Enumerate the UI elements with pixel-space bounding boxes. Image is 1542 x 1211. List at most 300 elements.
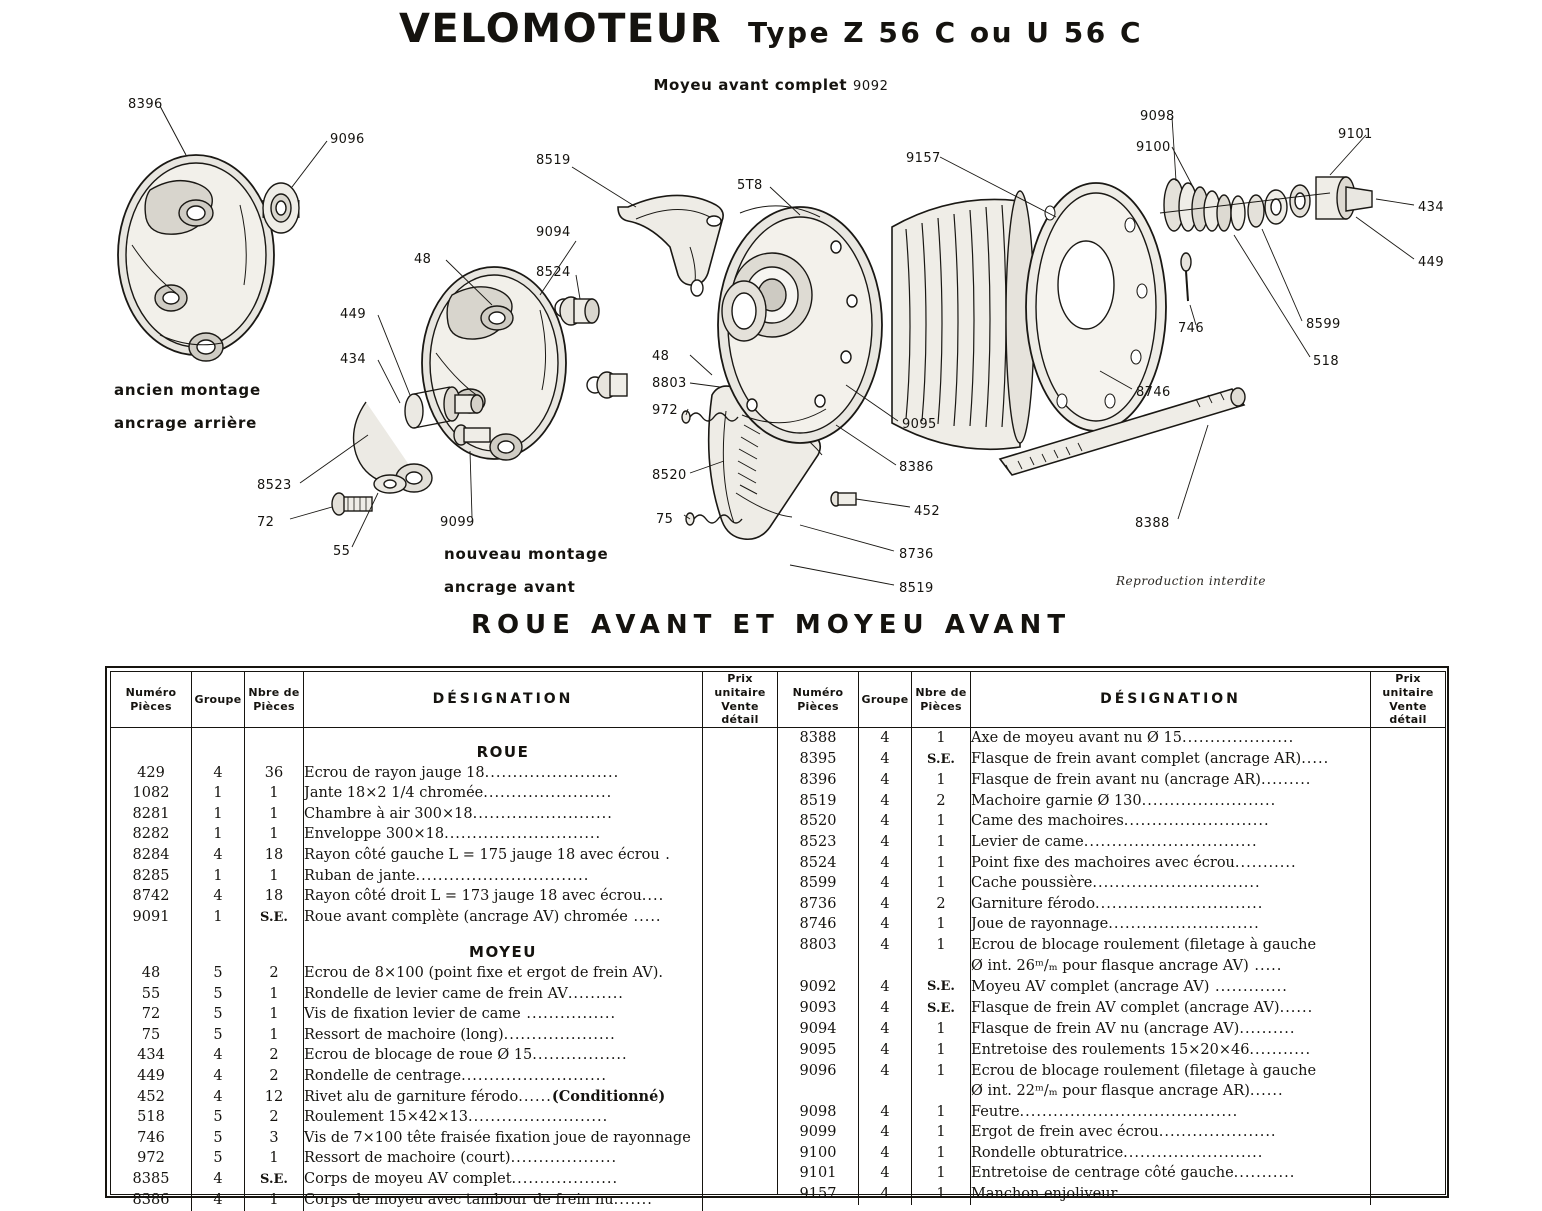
header-nbre-line1: Nbre de xyxy=(912,686,970,700)
cell-designation: Flasque de frein AV nu (ancrage AV).......... xyxy=(971,1019,1371,1040)
cell-part-number: 9094 xyxy=(778,1019,859,1040)
cell-group: 1 xyxy=(192,804,245,825)
cell-group: 4 xyxy=(859,873,912,894)
table-row xyxy=(111,845,777,866)
cell-designation: Vis de 7×100 tête fraisée fixation joue de rayonnage xyxy=(304,1128,703,1149)
cell-quantity: 1 xyxy=(912,811,971,832)
cell-group: 4 xyxy=(859,1019,912,1040)
cell-part-number: 8746 xyxy=(778,914,859,935)
table-row xyxy=(111,1107,777,1128)
header-numero xyxy=(111,672,192,728)
header-prix xyxy=(1371,672,1446,728)
cell-quantity: S.E. xyxy=(912,749,971,771)
cell-quantity: 18 xyxy=(245,886,304,907)
cell-part-number: 9093 xyxy=(778,998,859,1020)
cell-part-number: 8520 xyxy=(778,811,859,832)
cell-group: 4 xyxy=(859,1122,912,1143)
cell-part-number: 8736 xyxy=(778,894,859,915)
cell-part-number: 9157 xyxy=(778,1184,859,1205)
cell-designation: Ø int. 26ᵐ/ₘ pour flasque ancrage AV) ..... xyxy=(971,956,1371,977)
table-row xyxy=(111,1169,777,1191)
header-groupe: Groupe xyxy=(859,672,912,728)
cell-group: 4 xyxy=(859,770,912,791)
table-row xyxy=(111,1128,777,1149)
cell-group: 5 xyxy=(192,1025,245,1046)
cell-group: 4 xyxy=(859,811,912,832)
callout-48-mid: 48 xyxy=(652,349,669,364)
callout-9099: 9099 xyxy=(440,515,475,530)
cell-designation: Ecrou de 8×100 (point fixe et ergot de frein AV). xyxy=(304,963,703,984)
cell-part-number: 8519 xyxy=(778,791,859,812)
cell-quantity: 1 xyxy=(912,1122,971,1143)
callout-8396: 8396 xyxy=(128,97,163,112)
cell-quantity: S.E. xyxy=(245,907,304,929)
cell-part-number: 8395 xyxy=(778,749,859,771)
cell-part-number: 9099 xyxy=(778,1122,859,1143)
table-row xyxy=(111,1045,777,1066)
cell-price xyxy=(1371,853,1446,874)
cell-designation: Moyeu AV complet (ancrage AV) ............. xyxy=(971,976,1371,998)
cell-quantity: 1 xyxy=(245,1025,304,1046)
callout-8736: 8736 xyxy=(899,547,934,562)
cell-designation: Machoire garnie Ø 130........................ xyxy=(971,791,1371,812)
cell-price xyxy=(1371,728,1446,749)
cell-group xyxy=(859,956,912,977)
cell-part-number: 9095 xyxy=(778,1040,859,1061)
table-row xyxy=(111,1004,777,1025)
cell-part-number: 9098 xyxy=(778,1102,859,1123)
cell-price xyxy=(703,1066,778,1087)
cell-price xyxy=(1371,770,1446,791)
table-row xyxy=(111,824,777,845)
cell-designation: Flasque de frein avant complet (ancrage AR)..... xyxy=(971,749,1371,771)
cell-quantity: 1 xyxy=(912,1102,971,1123)
cell-quantity: 1 xyxy=(912,873,971,894)
cell-part-number: 8599 xyxy=(778,873,859,894)
cell-group: 1 xyxy=(192,866,245,887)
cell-part-number: 8284 xyxy=(111,845,192,866)
cell-quantity: 1 xyxy=(245,1148,304,1169)
callout-8519-bottom: 8519 xyxy=(899,581,934,596)
cell-part-number: 55 xyxy=(111,984,192,1005)
caption-new-mount-line1: nouveau montage xyxy=(444,545,608,563)
table-row xyxy=(778,1143,1445,1164)
cell-part-number: 8388 xyxy=(778,728,859,749)
cell-part-number: 449 xyxy=(111,1066,192,1087)
table-header-row xyxy=(778,672,1445,728)
cell-group: 4 xyxy=(859,1143,912,1164)
table-row xyxy=(111,866,777,887)
cell-designation: Chambre à air 300×18......................... xyxy=(304,804,703,825)
cell-price xyxy=(1371,998,1446,1020)
callout-434-right: 434 xyxy=(1418,200,1444,215)
cell-quantity xyxy=(912,956,971,977)
cell-part-number: 48 xyxy=(111,963,192,984)
cell-group: 4 xyxy=(859,1102,912,1123)
cell-group: 4 xyxy=(192,845,245,866)
cell-part-number: 8281 xyxy=(111,804,192,825)
callout-452: 452 xyxy=(914,504,940,519)
cell-designation: Rayon côté gauche L = 175 jauge 18 avec écrou . xyxy=(304,845,703,866)
callout-449-right: 449 xyxy=(1418,255,1444,270)
table-row xyxy=(778,728,1445,749)
callout-9095: 9095 xyxy=(902,417,937,432)
cell-part-number: 972 xyxy=(111,1148,192,1169)
cell-group: 4 xyxy=(192,1190,245,1211)
hub-caption-number: 9092 xyxy=(853,79,888,94)
callout-8520: 8520 xyxy=(652,468,687,483)
header-prix-line1: Prix unitaire xyxy=(703,672,777,700)
cell-group: 4 xyxy=(859,976,912,998)
cell-quantity: 3 xyxy=(245,1128,304,1149)
cell-price xyxy=(1371,1122,1446,1143)
cell-designation: Rayon côté droit L = 173 jauge 18 avec écrou.... xyxy=(304,886,703,907)
table-row xyxy=(778,914,1445,935)
cell-designation: Ø int. 22ᵐ/ₘ pour flasque ancrage AR)...... xyxy=(971,1081,1371,1102)
cell-designation: Ecrou de blocage roulement (filetage à gauche xyxy=(971,1061,1371,1082)
cell-group: 4 xyxy=(192,886,245,907)
cell-group: 4 xyxy=(859,1163,912,1184)
table-row xyxy=(111,963,777,984)
cell-part-number: 8386 xyxy=(111,1190,192,1211)
table-row xyxy=(111,783,777,804)
cell-part-number: 9100 xyxy=(778,1143,859,1164)
cell-quantity: 1 xyxy=(245,824,304,845)
table-row xyxy=(778,811,1445,832)
table-subheading-label: MOYEU xyxy=(304,942,703,963)
cell-designation: Ressort de machoire (long).................... xyxy=(304,1025,703,1046)
cell-group: 4 xyxy=(192,1087,245,1108)
table-row xyxy=(778,1019,1445,1040)
cell-quantity: 1 xyxy=(912,728,971,749)
header-numero xyxy=(778,672,859,728)
callout-9101: 9101 xyxy=(1338,127,1373,142)
cell-quantity: 12 xyxy=(245,1087,304,1108)
cell-group: 4 xyxy=(859,832,912,853)
cell-part-number xyxy=(778,1081,859,1102)
cell-price xyxy=(1371,914,1446,935)
cell-price xyxy=(703,1107,778,1128)
hub-caption-label: Moyeu avant complet xyxy=(654,76,848,94)
cell-price xyxy=(1371,791,1446,812)
callout-5t8: 5T8 xyxy=(737,178,763,193)
cell-price xyxy=(1371,976,1446,998)
cell-group xyxy=(859,1081,912,1102)
table-row xyxy=(111,763,777,784)
cell-quantity: 1 xyxy=(912,770,971,791)
table-row xyxy=(111,804,777,825)
cell-designation: Ressort de machoire (court)................... xyxy=(304,1148,703,1169)
cell-price xyxy=(1371,873,1446,894)
cell-part-number: 8285 xyxy=(111,866,192,887)
cell-quantity: 1 xyxy=(245,783,304,804)
table-row xyxy=(111,1066,777,1087)
title-main: VELOMOTEUR xyxy=(399,6,722,52)
cell-designation: Roue avant complète (ancrage AV) chromée ..... xyxy=(304,907,703,929)
cell-part-number: 518 xyxy=(111,1107,192,1128)
cell-quantity: S.E. xyxy=(245,1169,304,1191)
cell-group: 4 xyxy=(192,1066,245,1087)
cell-designation: Came des machoires.......................... xyxy=(971,811,1371,832)
cell-designation: Joue de rayonnage........................... xyxy=(971,914,1371,935)
table-row xyxy=(778,1184,1445,1205)
cell-designation: Rivet alu de garniture férodo......(Conditionné) xyxy=(304,1087,703,1108)
cell-price xyxy=(1371,1061,1446,1082)
cell-group: 4 xyxy=(859,894,912,915)
cell-part-number: 9091 xyxy=(111,907,192,929)
cell-group: 4 xyxy=(859,914,912,935)
cell-designation: Corps de moyeu avec tambour de frein nu....... xyxy=(304,1190,703,1211)
table-row xyxy=(778,1122,1445,1143)
header-nbre-line1: Nbre de xyxy=(245,686,303,700)
cell-quantity: 2 xyxy=(245,1045,304,1066)
callout-9100: 9100 xyxy=(1136,140,1171,155)
cell-quantity: 18 xyxy=(245,845,304,866)
cell-part-number: 72 xyxy=(111,1004,192,1025)
cell-designation: Entretoise des roulements 15×20×46........... xyxy=(971,1040,1371,1061)
cell-group: 1 xyxy=(192,783,245,804)
callout-8523: 8523 xyxy=(257,478,292,493)
callout-9098: 9098 xyxy=(1140,109,1175,124)
cell-quantity: 2 xyxy=(912,791,971,812)
title-sub: Type Z 56 C ou U 56 C xyxy=(748,16,1143,49)
cell-quantity: 1 xyxy=(912,1184,971,1205)
cell-designation: Enveloppe 300×18............................ xyxy=(304,824,703,845)
header-numero-line2: Pièces xyxy=(111,700,191,714)
section-heading: ROUE AVANT ET MOYEU AVANT xyxy=(0,610,1542,640)
cell-price xyxy=(703,1025,778,1046)
exploded-diagram xyxy=(0,95,1542,615)
cell-part-number: 8523 xyxy=(778,832,859,853)
cell-price xyxy=(1371,1040,1446,1061)
cell-quantity: 2 xyxy=(245,963,304,984)
cell-quantity: S.E. xyxy=(912,976,971,998)
cell-group: 4 xyxy=(859,749,912,771)
parts-table-left xyxy=(111,672,778,1194)
cell-group: 4 xyxy=(859,728,912,749)
callout-8388: 8388 xyxy=(1135,516,1170,531)
callout-55: 55 xyxy=(333,544,350,559)
callout-9157: 9157 xyxy=(906,151,941,166)
cell-price xyxy=(703,763,778,784)
cell-quantity: 1 xyxy=(245,804,304,825)
cell-designation: Cache poussière.............................. xyxy=(971,873,1371,894)
cell-quantity: 2 xyxy=(245,1066,304,1087)
cell-part-number: 8524 xyxy=(778,853,859,874)
callout-746: 746 xyxy=(1178,321,1204,336)
cell-group: 5 xyxy=(192,963,245,984)
table-row xyxy=(111,1190,777,1211)
table-row xyxy=(111,1148,777,1169)
cell-quantity: 1 xyxy=(245,1004,304,1025)
cell-quantity: 1 xyxy=(912,1040,971,1061)
cell-designation: Ruban de jante............................... xyxy=(304,866,703,887)
cell-price xyxy=(703,845,778,866)
callout-8524: 8524 xyxy=(536,265,571,280)
table-row xyxy=(778,1081,1445,1102)
cell-designation: Garniture férodo.............................. xyxy=(971,894,1371,915)
cell-designation: Point fixe des machoires avec écrou........... xyxy=(971,853,1371,874)
header-prix xyxy=(703,672,778,728)
table-row xyxy=(778,770,1445,791)
cell-price xyxy=(1371,832,1446,853)
cell-price xyxy=(703,1045,778,1066)
cell-group: 4 xyxy=(192,1169,245,1191)
cell-part-number: 9101 xyxy=(778,1163,859,1184)
table-row xyxy=(778,853,1445,874)
cell-group: 4 xyxy=(192,1045,245,1066)
cell-part-number xyxy=(778,956,859,977)
cell-part-number: 8282 xyxy=(111,824,192,845)
cell-price xyxy=(1371,956,1446,977)
cell-quantity: 2 xyxy=(245,1107,304,1128)
cell-quantity: 36 xyxy=(245,763,304,784)
cell-group: 4 xyxy=(859,935,912,956)
copyright-note: Reproduction interdite xyxy=(1116,574,1266,588)
cell-price xyxy=(703,783,778,804)
cell-part-number: 9092 xyxy=(778,976,859,998)
table-spacer-row xyxy=(111,928,777,942)
header-prix-line1: Prix unitaire xyxy=(1371,672,1445,700)
table-subheading-label: ROUE xyxy=(304,742,703,763)
cell-quantity: 1 xyxy=(912,935,971,956)
cell-group: 5 xyxy=(192,1128,245,1149)
callout-8746: 8746 xyxy=(1136,385,1171,400)
cell-quantity: 1 xyxy=(245,866,304,887)
callout-8386: 8386 xyxy=(899,460,934,475)
cell-group: 4 xyxy=(859,998,912,1020)
callout-72: 72 xyxy=(257,515,274,530)
cell-group: 5 xyxy=(192,984,245,1005)
cell-designation: Rondelle de centrage.......................... xyxy=(304,1066,703,1087)
table-row xyxy=(778,1040,1445,1061)
cell-price xyxy=(1371,1102,1446,1123)
cell-group: 5 xyxy=(192,1004,245,1025)
cell-part-number: 8385 xyxy=(111,1169,192,1191)
cell-price xyxy=(703,1087,778,1108)
cell-part-number: 8803 xyxy=(778,935,859,956)
header-designation: DÉSIGNATION xyxy=(304,672,703,728)
callout-8519-top: 8519 xyxy=(536,153,571,168)
cell-price xyxy=(1371,749,1446,771)
cell-group: 4 xyxy=(859,1061,912,1082)
cell-price xyxy=(703,1004,778,1025)
header-groupe: Groupe xyxy=(192,672,245,728)
table-subheading-row xyxy=(111,942,777,963)
table-header-row xyxy=(111,672,777,728)
cell-group: 4 xyxy=(859,853,912,874)
cell-part-number: 75 xyxy=(111,1025,192,1046)
callout-9094: 9094 xyxy=(536,225,571,240)
table-row xyxy=(778,956,1445,977)
cell-price xyxy=(703,1128,778,1149)
cell-quantity: 1 xyxy=(912,1019,971,1040)
table-row xyxy=(778,935,1445,956)
cell-quantity: 1 xyxy=(912,832,971,853)
cell-part-number: 8396 xyxy=(778,770,859,791)
cell-designation: Rondelle obturatrice......................... xyxy=(971,1143,1371,1164)
cell-designation: Roulement 15×42×13......................... xyxy=(304,1107,703,1128)
cell-price xyxy=(703,804,778,825)
header-numero-line2: Pièces xyxy=(778,700,858,714)
table-subheading-row xyxy=(111,742,777,763)
cell-part-number: 8742 xyxy=(111,886,192,907)
cell-designation: Vis de fixation levier de came ................ xyxy=(304,1004,703,1025)
cell-designation: Feutre....................................... xyxy=(971,1102,1371,1123)
table-row xyxy=(111,984,777,1005)
header-nbre xyxy=(912,672,971,728)
cell-price xyxy=(1371,811,1446,832)
cell-designation: Entretoise de centrage côté gauche........... xyxy=(971,1163,1371,1184)
cell-quantity: 2 xyxy=(912,894,971,915)
cell-price xyxy=(1371,1019,1446,1040)
cell-price xyxy=(703,824,778,845)
callout-434-left: 434 xyxy=(340,352,366,367)
caption-old-mount-line1: ancien montage xyxy=(114,381,261,399)
diagram-artwork xyxy=(0,95,1542,615)
cell-quantity: S.E. xyxy=(912,998,971,1020)
cell-price xyxy=(1371,1163,1446,1184)
parts-table-right xyxy=(778,672,1445,1194)
header-nbre xyxy=(245,672,304,728)
header-designation: DÉSIGNATION xyxy=(971,672,1371,728)
table-row xyxy=(111,907,777,929)
table-row xyxy=(111,1025,777,1046)
cell-price xyxy=(1371,1184,1446,1205)
table-row xyxy=(111,1087,777,1108)
cell-designation: Ergot de frein avec écrou..................... xyxy=(971,1122,1371,1143)
cell-price xyxy=(703,866,778,887)
cell-price xyxy=(1371,1081,1446,1102)
cell-price xyxy=(1371,1143,1446,1164)
cell-designation: Rondelle de levier came de frein AV.......... xyxy=(304,984,703,1005)
cell-designation: Ecrou de blocage de roue Ø 15................. xyxy=(304,1045,703,1066)
caption-old-mount-line2: ancrage arrière xyxy=(114,414,257,432)
cell-part-number: 9096 xyxy=(778,1061,859,1082)
callout-75: 75 xyxy=(656,512,673,527)
hub-caption xyxy=(0,76,1542,94)
table-row xyxy=(778,998,1445,1020)
cell-designation: Ecrou de rayon jauge 18........................ xyxy=(304,763,703,784)
cell-designation: Jante 18×2 1/4 chromée....................... xyxy=(304,783,703,804)
table-row xyxy=(778,791,1445,812)
cell-designation: Levier de came............................... xyxy=(971,832,1371,853)
cell-price xyxy=(703,1148,778,1169)
cell-designation: Ecrou de blocage roulement (filetage à gauche xyxy=(971,935,1371,956)
header-prix-line2: Vente détail xyxy=(1371,700,1445,728)
cell-group: 4 xyxy=(859,791,912,812)
cell-quantity: 1 xyxy=(912,1143,971,1164)
cell-designation: Corps de moyeu AV complet................... xyxy=(304,1169,703,1191)
header-nbre-line2: Pièces xyxy=(912,700,970,714)
header-numero-line1: Numéro xyxy=(111,686,191,700)
callout-8599: 8599 xyxy=(1306,317,1341,332)
table-row xyxy=(778,1163,1445,1184)
cell-designation: Flasque de frein AV complet (ancrage AV)...... xyxy=(971,998,1371,1020)
table-row xyxy=(778,873,1445,894)
cell-group: 1 xyxy=(192,824,245,845)
header-numero-line1: Numéro xyxy=(778,686,858,700)
parts-table xyxy=(105,666,1449,1198)
cell-quantity: 1 xyxy=(245,984,304,1005)
cell-quantity: 1 xyxy=(912,853,971,874)
table-row xyxy=(778,749,1445,771)
cell-price xyxy=(703,886,778,907)
table-row xyxy=(778,976,1445,998)
cell-price xyxy=(703,984,778,1005)
cell-price xyxy=(1371,894,1446,915)
page-title xyxy=(0,6,1542,52)
